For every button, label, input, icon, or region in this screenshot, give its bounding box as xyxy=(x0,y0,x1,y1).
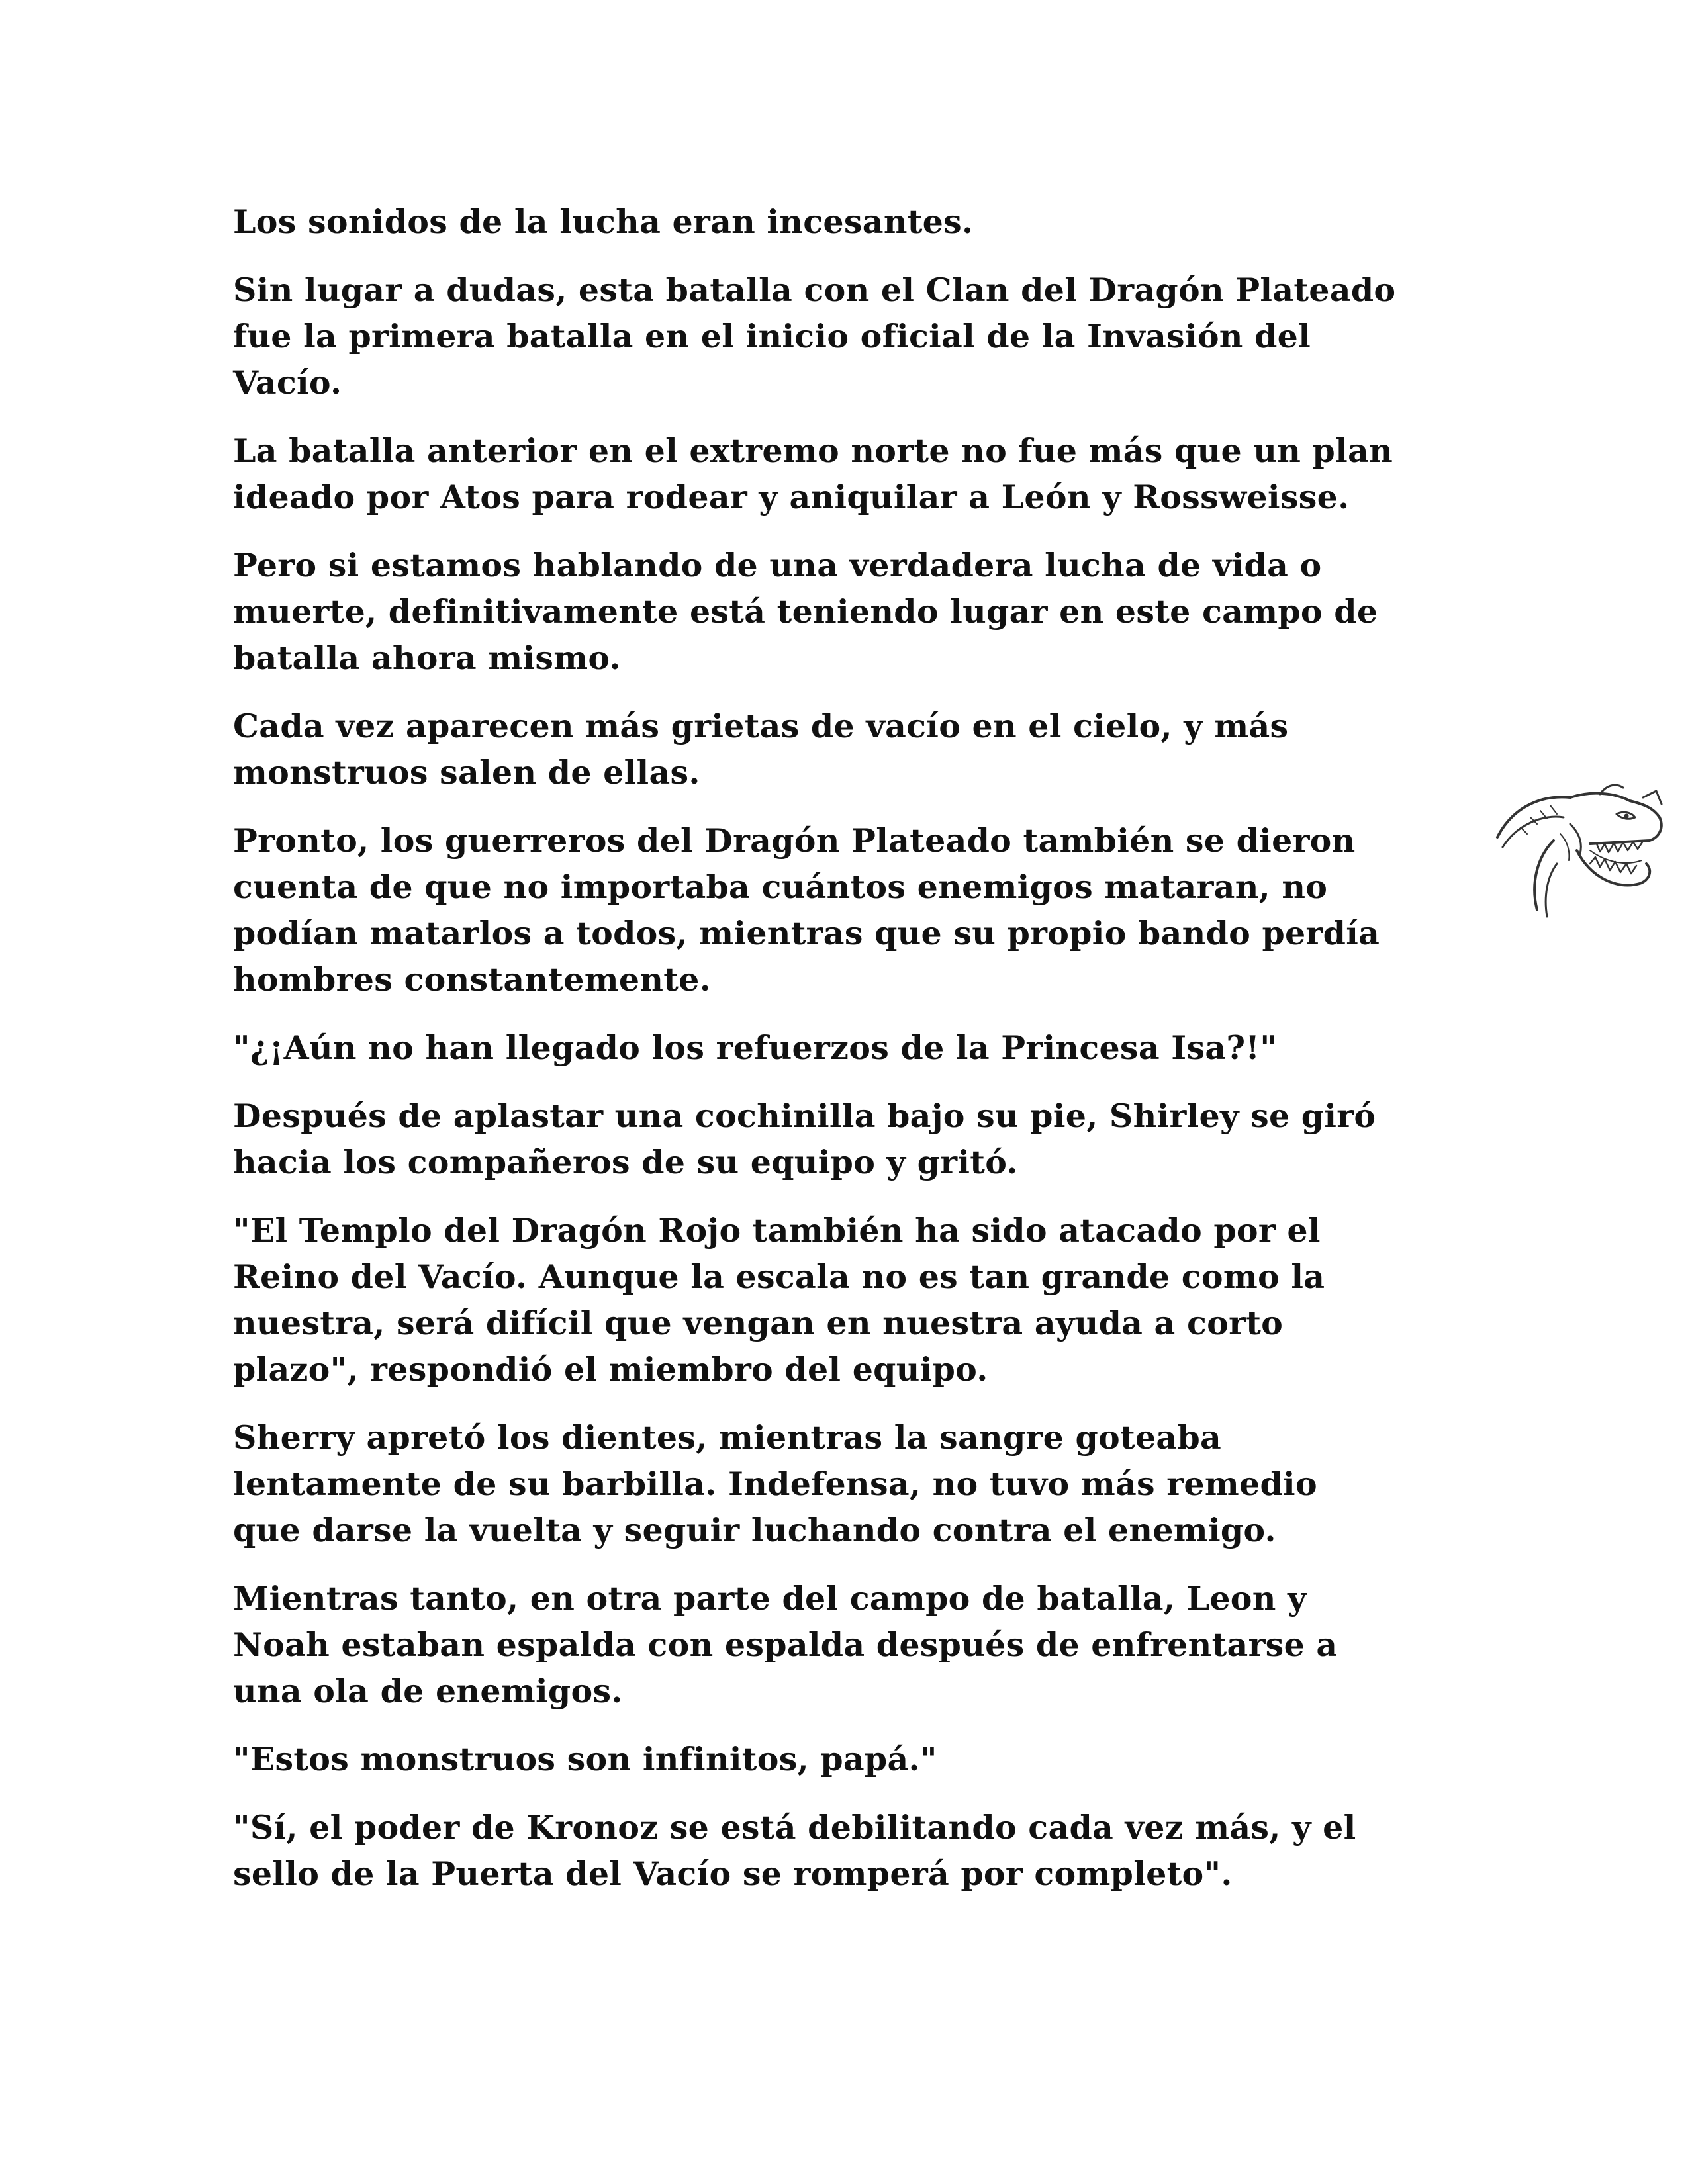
dragon-head-icon xyxy=(1491,778,1673,930)
paragraph-6: Pronto, los guerreros del Dragón Plateado también se dieron cuenta de que no importaba cuántos enemigos mataran, no podían matarlos a todos, mientras que su propio bando perdía hombres constantemente. xyxy=(233,821,1380,999)
paragraph-13: "Sí, el poder de Kronoz se está debilitando cada vez más, y el sello de la Puerta del Vacío se romperá por completo". xyxy=(233,1808,1356,1893)
paragraph-1: Los sonidos de la lucha eran incesantes. xyxy=(233,203,974,241)
paragraph-9: "El Templo del Dragón Rojo también ha sido atacado por el Reino del Vacío. Aunque la escala no es tan grande como la nuestra, será difícil que vengan en nuestra ayuda a corto plazo", respondió el miembro del equipo. xyxy=(233,1211,1325,1388)
paragraph-3: La batalla anterior en el extremo norte no fue más que un plan ideado por Atos para rodear y aniquilar a León y Rossweisse. xyxy=(233,432,1393,516)
paragraph-5: Cada vez aparecen más grietas de vacío en el cielo, y más monstruos salen de ellas. xyxy=(233,707,1289,792)
paragraph-10: Sherry apretó los dientes, mientras la sangre goteaba lentamente de su barbilla. Indefensa, no tuvo más remedio que darse la vuelta y seguir luchando contra el enemigo. xyxy=(233,1418,1317,1549)
paragraph-8: Después de aplastar una cochinilla bajo su pie, Shirley se giró hacia los compañeros de su equipo y gritó. xyxy=(233,1097,1376,1181)
paragraph-4: Pero si estamos hablando de una verdadera lucha de vida o muerte, definitivamente está teniendo lugar en este campo de batalla ahora mismo. xyxy=(233,546,1378,677)
story-text xyxy=(233,199,1491,1919)
paragraph-2: Sin lugar a dudas, esta batalla con el Clan del Dragón Plateado fue la primera batalla en el inicio oficial de la Invasión del Vacío. xyxy=(233,271,1396,402)
paragraph-11: Mientras tanto, en otra parte del campo de batalla, Leon y Noah estaban espalda con espalda después de enfrentarse a una ola de enemigos. xyxy=(233,1579,1338,1710)
paragraph-7: "¿¡Aún no han llegado los refuerzos de la Princesa Isa?!" xyxy=(233,1028,1278,1067)
paragraph-12: "Estos monstruos son infinitos, papá." xyxy=(233,1740,937,1778)
